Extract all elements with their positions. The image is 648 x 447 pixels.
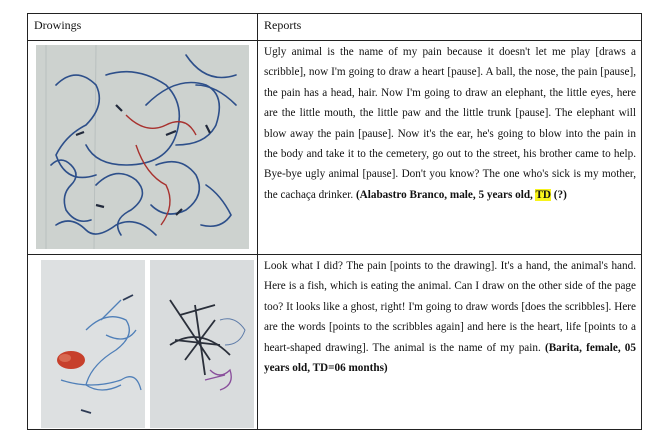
report-text-2: Look what I did? The pain [points to the drawing]. It's a hand, the animal's hand. Here is a fish, which is eating the animal. Can I draw on the other side of the page too? It looks like a ghost, right! I'm going to draw words [does the scribbles]. Here are the words [points to the scribbles again] and here is the heart, life [points to a heart-shaped drawing]. The animal is the name of my pain. [264,260,636,354]
table-row [28,41,642,255]
drawing-cell-2 [28,255,258,430]
highlight-td: TD [535,188,551,201]
attribution-suffix-1: (?) [551,188,567,201]
header-row [28,14,642,41]
child-drawing-front [41,260,145,428]
child-drawing-elephant [36,45,249,249]
report-attribution-1 [356,189,567,201]
drawing-scribbles-2b [150,260,254,428]
table-row [28,255,642,430]
drawing-scribbles-1 [36,45,249,249]
header-drawings: Drowings [28,14,258,41]
child-drawing-back [150,260,254,428]
report-cell-1 [258,41,642,255]
drawing-scribbles-2a [41,260,145,428]
report-cell-2 [258,255,642,430]
report-text-1: Ugly animal is the name of my pain because it doesn't let me play [draws a scribble], now I'm going to draw a heart [pause]. A ball, the nose, the pain [pause], the pain has a head, hair. Now I'm going to draw an elephant, the little eyes, here are the little mouth, the little paw and the little trunk [pause]. The elephant will blow away the pain [pause]. Now it's the ear, he's going to blow into the pain in the body and take it to the cemetery, go out to the street, his brother came to help. Bye-bye ugly animal [pause]. Don't you know? The one who's sick is my mother, the cachaça drinker. [264,46,636,201]
attribution-text-1: (Alabastro Branco, male, 5 years old, [355,188,536,201]
header-reports: Reports [258,14,642,41]
drawing-cell-1 [28,41,258,255]
report-attribution-2: (Barita, female, 05 years old, TD=06 months) [264,341,636,375]
drawings-reports-table [27,13,642,430]
